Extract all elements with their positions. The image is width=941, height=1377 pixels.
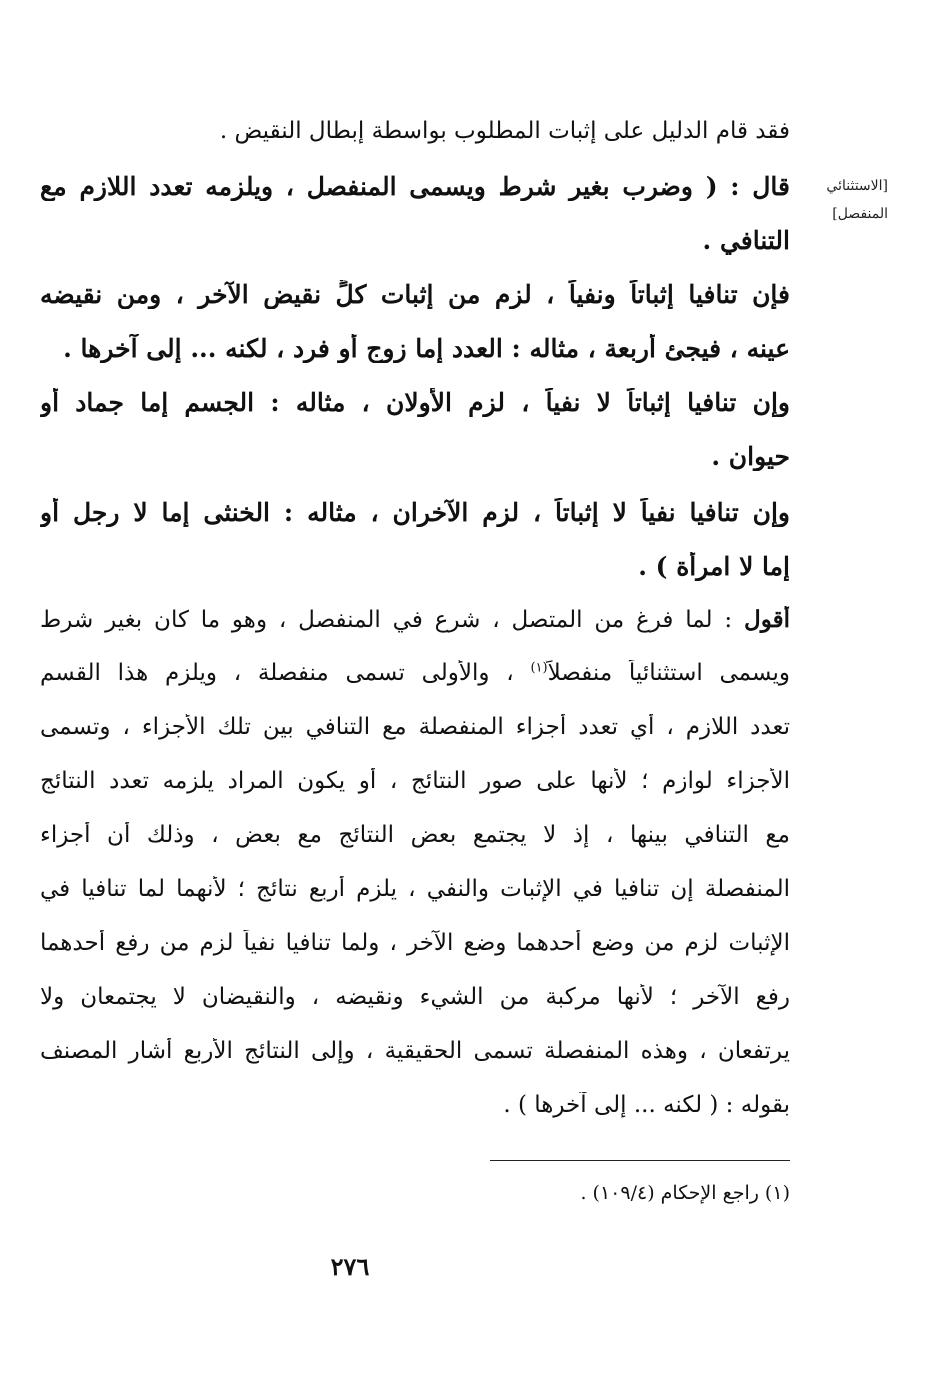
text-line: الأجزاء لوازم ؛ لأنها على صور النتائج ، أو يكون المراد يلزمه تعدد النتائج — [40, 768, 790, 794]
text-line: ويسمى استثنائياً منفصلاً$^{(١)}$ ، والأولى تسمى منفصلة ، ويلزم هذا القسم — [40, 660, 790, 686]
text-line: وإن تنافيا إثباتاً لا نفياً ، لزم الأولان ، مثاله : الجسم إما جماد أو — [40, 388, 790, 417]
footnote-ref: (١) — [530, 660, 548, 676]
text-line: عينه ، فيجئ أربعة ، مثاله : العدد إما زوج أو فرد ، لكنه ... إلى آخرها . — [63, 334, 790, 363]
footnote-divider — [490, 1160, 790, 1161]
footnote: (١) راجع الإحكام (١٠٩/٤) . — [580, 1182, 790, 1204]
lead-word: أقول — [744, 606, 790, 633]
margin-note-line-2: المنفصل] — [832, 206, 888, 222]
text-line: يرتفعان ، وهذه المنفصلة تسمى الحقيقية ، وإلى النتائج الأربع أشار المصنف — [40, 1038, 790, 1064]
text-line: حيوان . — [711, 442, 790, 471]
text-line: مع التنافي بينها ، إذ لا يجتمع بعض النتائج مع بعض ، وذلك أن أجزاء — [40, 822, 790, 848]
text-line: رفع الآخر ؛ لأنها مركبة من الشيء ونقيضه ، والنقيضان لا يجتمعان ولا — [40, 984, 790, 1010]
text-line: فإن تنافيا إثباتاً ونفياً ، لزم من إثبات كلٍّ نقيض الآخر ، ومن نقيضه — [40, 280, 790, 309]
text-line: تعدد اللازم ، أي تعدد أجزاء المنفصلة مع التنافي بين تلك الأجزاء ، وتسمى — [40, 714, 790, 740]
page-number: ٢٧٦ — [330, 1252, 370, 1281]
margin-note-line-1: [الاستثنائي — [826, 178, 888, 194]
text-line: التنافي . — [702, 226, 790, 255]
text-line: إما لا امرأة ) . — [638, 552, 790, 581]
margin-note — [808, 172, 888, 228]
text-line: بقوله : ( لكنه ... إلى آخرها ) . — [503, 1092, 790, 1118]
text-line: وإن تنافيا نفياً لا إثباتاً ، لزم الآخران ، مثاله : الخنثى إما لا رجل أو — [40, 498, 790, 527]
text-line: أقول : لما فرغ من المتصل ، شرع في المنفصل ، وهو ما كان بغير شرط — [40, 606, 790, 633]
text-line: الإثبات لزم من وضع أحدهما وضع الآخر ، ولما تنافيا نفياً لزم من رفع أحدهما — [40, 930, 790, 956]
text-line: فقد قام الدليل على إثبات المطلوب بواسطة إبطال النقيض . — [219, 118, 790, 144]
text-line: المنفصلة إن تنافيا في الإثبات والنفي ، يلزم أربع نتائج ؛ لأنهما لما تنافيا في — [40, 876, 790, 902]
text-line: قال : ( وضرب بغير شرط ويسمى المنفصل ، ويلزمه تعدد اللازم مع — [40, 172, 790, 201]
